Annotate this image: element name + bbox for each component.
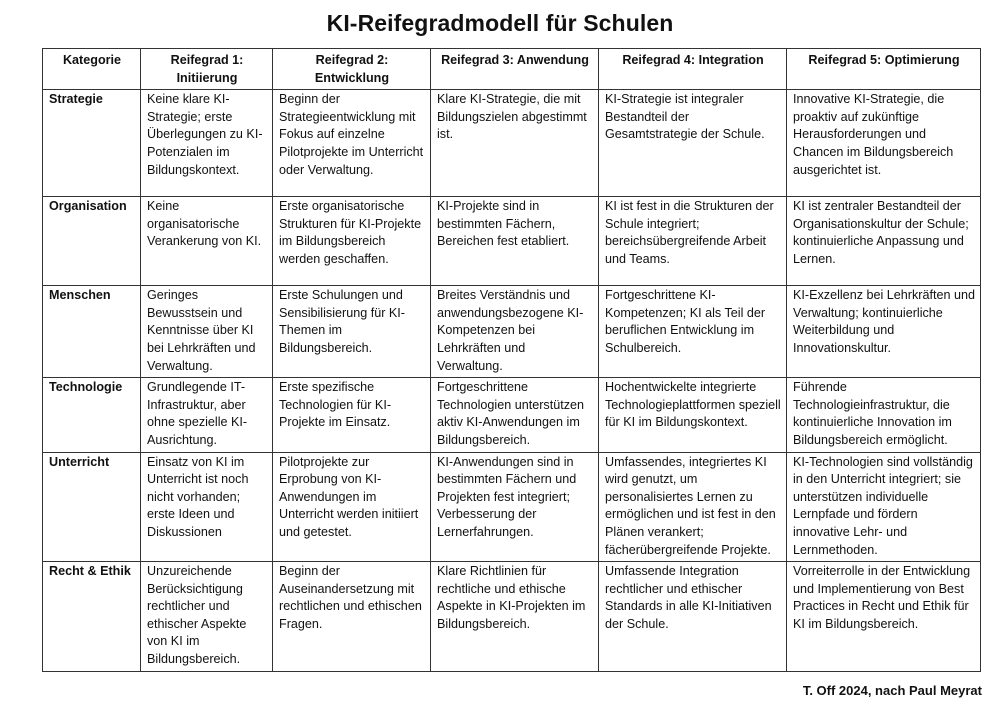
header-reifegrad-3: Reifegrad 3: Anwendung: [431, 49, 599, 90]
row-category: Technologie: [43, 378, 141, 452]
page-title: KI-Reifegradmodell für Schulen: [326, 10, 674, 36]
table-cell: Beginn der Auseinandersetzung mit rechtlichen und ethischen Fragen.: [273, 562, 431, 672]
row-category: Unterricht: [43, 452, 141, 562]
table-cell: Beginn der Strategieentwicklung mit Fokus auf einzelne Pilotprojekte im Unterricht oder Verwaltung.: [273, 90, 431, 197]
table-cell: Unzureichende Berücksichtigung rechtlicher und ethischer Aspekte von KI im Bildungsbereich.: [141, 562, 273, 672]
table-cell: KI-Strategie ist integraler Bestandteil der Gesamtstrategie der Schule.: [599, 90, 787, 197]
table-cell: Führende Technologieinfrastruktur, die kontinuierliche Innovation im Bildungsbereich ermöglicht.: [787, 378, 981, 452]
table-row: [43, 378, 981, 452]
table-cell: Umfassende Integration rechtlicher und ethischer Standards in alle KI-Initiativen der Schule.: [599, 562, 787, 672]
table-row: [43, 197, 981, 286]
table-row: [43, 452, 981, 562]
table-cell: Erste Schulungen und Sensibilisierung für KI-Themen im Bildungsbereich.: [273, 286, 431, 378]
row-category: Menschen: [43, 286, 141, 378]
table-row: [43, 562, 981, 672]
header-reifegrad-2: Reifegrad 2: Entwicklung: [273, 49, 431, 90]
table-cell: Breites Verständnis und anwendungsbezogene KI-Kompetenzen bei Lehrkräften und Verwaltung.: [431, 286, 599, 378]
row-category: Organisation: [43, 197, 141, 286]
table-row: [43, 286, 981, 378]
table-cell: Keine organisatorische Verankerung von KI.: [141, 197, 273, 286]
table-cell: KI-Technologien sind vollständig in den Unterricht integriert; sie unterstützen individuelle Lernpfade und fördern innovative Lehr- und Lernmethoden.: [787, 452, 981, 562]
table-cell: Fortgeschrittene KI-Kompetenzen; KI als Teil der beruflichen Entwicklung im Schulbereich.: [599, 286, 787, 378]
table-cell: Erste organisatorische Strukturen für KI-Projekte im Bildungsbereich werden geschaffen.: [273, 197, 431, 286]
table-cell: Vorreiterrolle in der Entwicklung und Implementierung von Best Practices in Recht und Ethik für KI im Bildungsbereich.: [787, 562, 981, 672]
header-reifegrad-5: Reifegrad 5: Optimierung: [787, 49, 981, 90]
table-cell: Klare Richtlinien für rechtliche und ethische Aspekte in KI-Projekten im Bildungsbereich.: [431, 562, 599, 672]
table-cell: Hochentwickelte integrierte Technologieplattformen speziell für KI im Bildungskontext.: [599, 378, 787, 452]
table-cell: Geringes Bewusstsein und Kenntnisse über KI bei Lehrkräften und Verwaltung.: [141, 286, 273, 378]
table-cell: Klare KI-Strategie, die mit Bildungszielen abgestimmt ist.: [431, 90, 599, 197]
table-cell: KI ist fest in die Strukturen der Schule integriert; bereichsübergreifende Arbeit und Teams.: [599, 197, 787, 286]
table-cell: Innovative KI-Strategie, die proaktiv auf zukünftige Herausforderungen und Chancen im Bildungsbereich ausgerichtet ist.: [787, 90, 981, 197]
table-header-row: [43, 49, 981, 90]
table-row: [43, 90, 981, 197]
table-cell: Pilotprojekte zur Erprobung von KI-Anwendungen im Unterricht werden initiiert und getestet.: [273, 452, 431, 562]
footer-credit: T. Off 2024, nach Paul Meyrat: [802, 683, 982, 698]
header-reifegrad-1: Reifegrad 1: Initiierung: [141, 49, 273, 90]
row-category: Strategie: [43, 90, 141, 197]
header-kategorie: Kategorie: [43, 49, 141, 90]
table-cell: Grundlegende IT-Infrastruktur, aber ohne spezielle KI-Ausrichtung.: [141, 378, 273, 452]
table-cell: KI ist zentraler Bestandteil der Organisationskultur der Schule; kontinuierliche Anpassung und Lernen.: [787, 197, 981, 286]
table-cell: KI-Exzellenz bei Lehrkräften und Verwaltung; kontinuierliche Weiterbildung und Innovationskultur.: [787, 286, 981, 378]
table-cell: Erste spezifische Technologien für KI-Projekte im Einsatz.: [273, 378, 431, 452]
header-reifegrad-4: Reifegrad 4: Integration: [599, 49, 787, 90]
row-category: Recht & Ethik: [43, 562, 141, 672]
table-cell: Keine klare KI-Strategie; erste Überlegungen zu KI-Potenzialen im Bildungskontext.: [141, 90, 273, 197]
table-cell: Umfassendes, integriertes KI wird genutzt, um personalisiertes Lernen zu ermöglichen und ist fest in den Plänen verankert; fächerübergreifende Projekte.: [599, 452, 787, 562]
maturity-model-table: [42, 48, 981, 672]
table-cell: Fortgeschrittene Technologien unterstützen aktiv KI-Anwendungen im Bildungsbereich.: [431, 378, 599, 452]
table-cell: KI-Projekte sind in bestimmten Fächern, Bereichen fest etabliert.: [431, 197, 599, 286]
table-cell: Einsatz von KI im Unterricht ist noch nicht vorhanden; erste Ideen und Diskussionen: [141, 452, 273, 562]
table-cell: KI-Anwendungen sind in bestimmten Fächern und Projekten fest integriert; Verbesserung der Lernerfahrungen.: [431, 452, 599, 562]
